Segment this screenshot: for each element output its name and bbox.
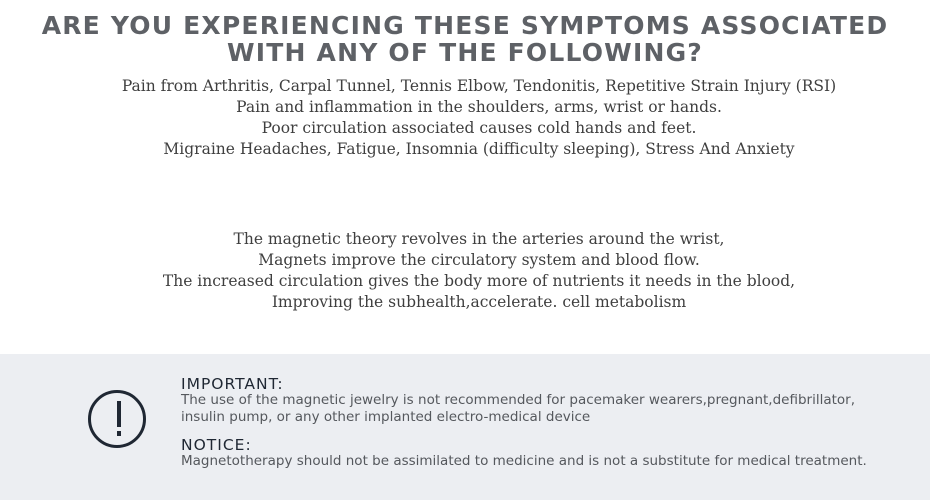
symptoms-list (0, 76, 930, 160)
symptom-line: Pain and inflammation in the shoulders, arms, wrist or hands. (236, 98, 722, 116)
warning-panel (0, 354, 930, 500)
exclamation-bar (117, 401, 121, 427)
theory-line: The increased circulation gives the body more of nutrients it needs in the blood, (162, 272, 796, 290)
symptoms-headline (0, 12, 930, 66)
theory-line: Magnets improve the circulatory system and blood flow. (258, 251, 700, 269)
important-text-line: The use of the magnetic jewelry is not recommended for pacemaker wearers,pregnant,defibrillator, (181, 392, 856, 408)
symptom-line: Poor circulation associated causes cold hands and feet. (261, 119, 697, 137)
magnetic-theory-text (0, 229, 930, 313)
notice-heading: NOTICE: (181, 436, 252, 454)
headline-line-1: ARE YOU EXPERIENCING THESE SYMPTOMS ASSOCIATED (41, 11, 889, 40)
symptom-line: Migraine Headaches, Fatigue, Insomnia (difficulty sleeping), Stress And Anxiety (163, 140, 795, 158)
important-heading: IMPORTANT: (181, 375, 284, 393)
important-text-line: insulin pump, or any other implanted electro-medical device (181, 409, 591, 425)
notice (181, 437, 911, 470)
important-notice (181, 376, 911, 426)
headline-line-2: WITH ANY OF THE FOLLOWING? (227, 38, 703, 67)
notice-text (181, 453, 911, 470)
important-text (181, 392, 911, 426)
theory-line: Improving the subhealth,accelerate. cell metabolism (271, 293, 687, 311)
exclamation-circle-icon (88, 390, 146, 448)
exclamation-dot (117, 431, 121, 436)
theory-line: The magnetic theory revolves in the arteries around the wrist, (233, 230, 725, 248)
notice-text-line: Magnetotherapy should not be assimilated to medicine and is not a substitute for medical treatment. (181, 453, 867, 469)
symptom-line: Pain from Arthritis, Carpal Tunnel, Tennis Elbow, Tendonitis, Repetitive Strain Injury (RSI) (121, 77, 837, 95)
